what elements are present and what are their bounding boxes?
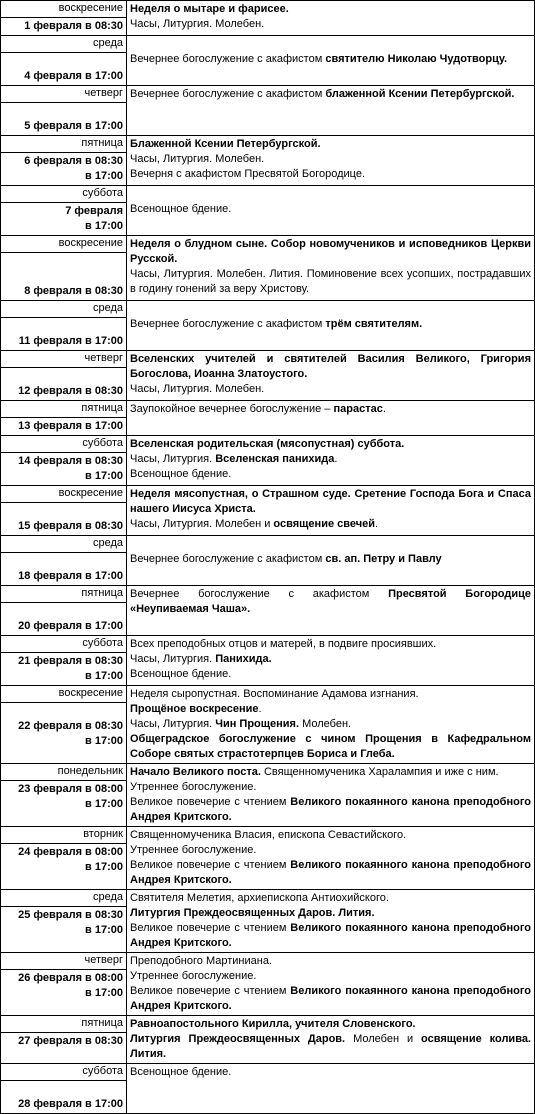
service-text-bold: Неделя мясопустная, о Страшном суде. Сретение Господа Бога и Спаса нашего Иисуса Христа. bbox=[130, 488, 531, 515]
service-line bbox=[130, 437, 531, 452]
service-text-bold: блаженной Ксении Петербургской. bbox=[325, 88, 515, 100]
date-cell bbox=[1, 186, 127, 236]
schedule-row bbox=[1, 764, 535, 827]
schedule-row bbox=[1, 486, 535, 536]
weekday-label: пятница bbox=[1, 1016, 126, 1033]
schedule-row bbox=[1, 351, 535, 401]
date-cell bbox=[1, 301, 127, 351]
spacer bbox=[4, 1082, 123, 1097]
service-text-bold: Неделя о мытаре и фарисее. bbox=[130, 3, 289, 15]
date-time-label: 28 февраля в 17:00 bbox=[18, 1098, 123, 1110]
service-text: Великое повечерие с чтением bbox=[130, 859, 291, 871]
weekday-label: суббота bbox=[1, 1064, 126, 1081]
service-text: Вечернее богослужение с акафистом bbox=[130, 88, 326, 100]
service-text: Вечернее богослужение с акафистом bbox=[130, 318, 326, 330]
service-line bbox=[130, 732, 531, 762]
service-line bbox=[130, 1017, 531, 1032]
date-time-label: в 17:00 bbox=[85, 220, 123, 232]
service-line bbox=[130, 891, 531, 906]
service-line bbox=[130, 702, 531, 717]
service-text: Часы, Литургия. Молебен. bbox=[130, 18, 265, 30]
service-text: Священномученика Харалампия и иже с ним. bbox=[260, 766, 499, 778]
weekday-label: воскресение bbox=[1, 686, 126, 703]
service-text: Великое повечерие с чтением bbox=[130, 796, 291, 808]
schedule-row bbox=[1, 301, 535, 351]
date-cell bbox=[1, 86, 127, 136]
date-time-label: 4 февраля в 17:00 bbox=[24, 70, 123, 82]
service-text: Вечернее богослужение с акафистом bbox=[130, 553, 326, 565]
weekday-label: среда bbox=[1, 890, 126, 907]
service-text: Священномученика Власия, епископа Севастийского. bbox=[130, 829, 407, 841]
schedule-row bbox=[1, 136, 535, 186]
spacer bbox=[4, 554, 123, 569]
service-text-bold: Блаженной Ксении Петербургской. bbox=[130, 138, 321, 150]
date-time-label: 27 февраля в 08:30 bbox=[18, 1035, 123, 1047]
service-cell bbox=[127, 351, 535, 401]
service-line bbox=[130, 52, 531, 67]
date-time-label: в 17:00 bbox=[85, 170, 123, 182]
date-cell bbox=[1, 953, 127, 1016]
date-time-label: 20 февраля в 17:00 bbox=[18, 620, 123, 632]
service-line bbox=[130, 87, 531, 102]
date-time-label: 24 февраля в 08:00 bbox=[18, 846, 123, 858]
schedule-row bbox=[1, 586, 535, 636]
service-line bbox=[130, 137, 531, 152]
service-cell bbox=[127, 486, 535, 536]
service-cell bbox=[127, 36, 535, 86]
service-line bbox=[130, 17, 531, 32]
service-text: Часы, Литургия. bbox=[130, 718, 216, 730]
date-cell bbox=[1, 401, 127, 436]
date-cell bbox=[1, 36, 127, 86]
spacer bbox=[130, 302, 531, 317]
service-text: Всенощное бдение. bbox=[130, 668, 232, 680]
schedule-row bbox=[1, 1064, 535, 1114]
schedule-row bbox=[1, 636, 535, 686]
spacer bbox=[4, 104, 123, 119]
date-time-label: 22 февраля в 08:30 bbox=[18, 720, 123, 732]
weekday-label: воскресение bbox=[1, 486, 126, 503]
service-line bbox=[130, 1032, 531, 1062]
service-line bbox=[130, 667, 531, 682]
service-text: Вечернее богослужение с акафистом bbox=[130, 53, 326, 65]
date-time-label: в 17:00 bbox=[85, 987, 123, 999]
date-cell bbox=[1, 536, 127, 586]
service-cell bbox=[127, 686, 535, 764]
date-cell bbox=[1, 764, 127, 827]
service-text: Великое повечерие с чтением bbox=[130, 985, 291, 997]
schedule-row bbox=[1, 401, 535, 436]
service-line bbox=[130, 687, 531, 702]
weekday-label: пятница bbox=[1, 401, 126, 418]
service-text-bold: Великого покаянного канона преподобного Андрея Критского. bbox=[130, 922, 531, 949]
spacer bbox=[4, 504, 123, 519]
date-time-label: 6 февраля в 08:30 bbox=[24, 155, 123, 167]
schedule-row bbox=[1, 890, 535, 953]
date-time-label: 14 февраля в 08:30 bbox=[18, 455, 123, 467]
service-line bbox=[130, 717, 531, 732]
service-text-bold: Равноапостольного Кирилла, учителя Словенского. bbox=[130, 1018, 416, 1030]
date-time-label: 12 февраля в 08:30 bbox=[18, 385, 123, 397]
service-text: Неделя сыропустная. Воспоминание Адамова изгнания. bbox=[130, 688, 419, 700]
date-time-label: в 17:00 bbox=[85, 470, 123, 482]
schedule-body bbox=[1, 1, 535, 1114]
service-cell bbox=[127, 86, 535, 136]
date-cell bbox=[1, 890, 127, 953]
service-text: . bbox=[374, 518, 379, 530]
service-line bbox=[130, 317, 531, 332]
service-text-bold: Пресвятой Богородице «Неупиваемая Чаша». bbox=[130, 588, 531, 615]
service-text: Утреннее богослужение. bbox=[130, 844, 257, 856]
date-time-label: 11 февраля в 17:00 bbox=[18, 335, 123, 347]
date-cell bbox=[1, 686, 127, 764]
service-text-bold: трём святителям. bbox=[325, 318, 423, 330]
service-text-bold: Общеградское богослужение с чином Прощения в Кафедральном Соборе святых страстотерпцев Бориса и Глеба. bbox=[130, 733, 531, 760]
service-line bbox=[130, 552, 531, 567]
date-time-label: в 17:00 bbox=[85, 924, 123, 936]
schedule-row bbox=[1, 86, 535, 136]
date-cell bbox=[1, 136, 127, 186]
weekday-label: пятница bbox=[1, 136, 126, 153]
service-line bbox=[130, 452, 531, 467]
service-line bbox=[130, 467, 531, 482]
service-text: Всех преподобных отцов и матерей, в подвиге просиявших. bbox=[130, 638, 437, 650]
weekday-label: суббота bbox=[1, 636, 126, 653]
schedule-row bbox=[1, 536, 535, 586]
service-line bbox=[130, 984, 531, 1014]
spacer bbox=[130, 37, 531, 52]
service-line bbox=[130, 167, 531, 182]
schedule-row bbox=[1, 953, 535, 1016]
service-text-bold: парастас bbox=[333, 403, 383, 415]
service-line bbox=[130, 858, 531, 888]
spacer bbox=[4, 319, 123, 334]
service-line bbox=[130, 487, 531, 517]
schedule-row bbox=[1, 827, 535, 890]
weekday-label: вторник bbox=[1, 827, 126, 844]
service-text-bold: святителю Николаю Чудотворцу. bbox=[325, 53, 508, 65]
date-cell bbox=[1, 827, 127, 890]
service-text-bold: Вселенских учителей и святителей Василия Великого, Григория Богослова, Иоанна Златоустого. bbox=[130, 353, 531, 380]
schedule-row bbox=[1, 36, 535, 86]
date-cell bbox=[1, 436, 127, 486]
service-text: Всенощное бдение. bbox=[130, 468, 232, 480]
service-text-bold: освящение колива. Лития. bbox=[130, 1033, 531, 1060]
service-cell bbox=[127, 136, 535, 186]
spacer bbox=[130, 187, 531, 202]
service-line bbox=[130, 795, 531, 825]
service-text-bold: св. ап. Петру и Павлу bbox=[325, 553, 442, 565]
service-text-bold: Неделя о блудном сыне. Собор новомучеников и исповедников Церкви Русской. bbox=[130, 238, 531, 265]
service-cell bbox=[127, 586, 535, 636]
spacer bbox=[4, 704, 123, 719]
date-time-label: 15 февраля в 08:30 bbox=[18, 520, 123, 532]
service-line bbox=[130, 765, 531, 780]
service-cell bbox=[127, 236, 535, 301]
service-text-bold: Великого покаянного канона преподобного Андрея Критского. bbox=[130, 859, 531, 886]
weekday-label: понедельник bbox=[1, 764, 126, 781]
service-cell bbox=[127, 827, 535, 890]
service-text: Утреннее богослужение. bbox=[130, 781, 257, 793]
date-cell bbox=[1, 1016, 127, 1064]
service-text-bold: Литургия Преждеосвященных Даров. Лития. bbox=[130, 907, 375, 919]
service-text: Преподобного Мартиниана. bbox=[130, 955, 272, 967]
service-line bbox=[130, 828, 531, 843]
date-time-label: 25 февраля в 08:30 bbox=[18, 909, 123, 921]
service-line bbox=[130, 382, 531, 397]
service-text-bold: Чин Прощения. bbox=[215, 718, 300, 730]
service-text: Великое повечерие с чтением bbox=[130, 922, 291, 934]
date-cell bbox=[1, 586, 127, 636]
service-text: Вечерня с акафистом Пресвятой Богородице. bbox=[130, 168, 366, 180]
date-time-label: 1 февраля в 08:30 bbox=[24, 20, 123, 32]
service-text-bold: Великого покаянного канона преподобного Андрея Критского. bbox=[130, 985, 531, 1012]
service-text-bold: Начало Великого поста. bbox=[130, 766, 261, 778]
weekday-label: воскресение bbox=[1, 236, 126, 253]
service-text: Молебен и bbox=[345, 1033, 422, 1045]
service-line bbox=[130, 921, 531, 951]
schedule-row bbox=[1, 436, 535, 486]
service-cell bbox=[127, 436, 535, 486]
spacer bbox=[4, 369, 123, 384]
date-time-label: 23 февраля в 08:00 bbox=[18, 783, 123, 795]
schedule-row bbox=[1, 186, 535, 236]
service-text-bold: Литургия Преждеосвященных Даров. bbox=[130, 1033, 346, 1045]
service-cell bbox=[127, 186, 535, 236]
date-time-label: 18 февраля в 17:00 bbox=[18, 570, 123, 582]
service-text: . bbox=[258, 703, 262, 715]
service-cell bbox=[127, 536, 535, 586]
date-cell bbox=[1, 1064, 127, 1114]
service-text: Молебен. bbox=[299, 718, 352, 730]
date-cell bbox=[1, 486, 127, 536]
service-text: . bbox=[334, 453, 338, 465]
service-text: Всенощное бдение. bbox=[130, 1066, 232, 1078]
weekday-label: среда bbox=[1, 301, 126, 318]
service-cell bbox=[127, 1016, 535, 1064]
weekday-label: четверг bbox=[1, 953, 126, 970]
service-line bbox=[130, 652, 531, 667]
service-cell bbox=[127, 301, 535, 351]
spacer bbox=[4, 54, 123, 69]
service-line bbox=[130, 906, 531, 921]
schedule-row bbox=[1, 686, 535, 764]
spacer bbox=[4, 254, 123, 269]
weekday-label: среда bbox=[1, 36, 126, 53]
service-line bbox=[130, 1065, 531, 1080]
date-time-label: 7 февраля bbox=[65, 205, 123, 217]
service-text: Часы, Литургия. Молебен. bbox=[130, 383, 265, 395]
schedule-row bbox=[1, 236, 535, 301]
service-text: Часы, Литургия. Молебен и bbox=[130, 518, 274, 530]
service-text: . bbox=[382, 403, 386, 415]
spacer bbox=[4, 604, 123, 619]
service-cell bbox=[127, 764, 535, 827]
date-time-label: 21 февраля в 08:30 bbox=[18, 655, 123, 667]
service-cell bbox=[127, 890, 535, 953]
service-cell bbox=[127, 1064, 535, 1114]
service-text-bold: Прощёное воскресение bbox=[130, 703, 259, 715]
date-cell bbox=[1, 236, 127, 301]
service-text: Часы, Литургия. Молебен. bbox=[130, 153, 265, 165]
service-cell bbox=[127, 636, 535, 686]
date-time-label: 13 февраля в 17:00 bbox=[18, 420, 123, 432]
spacer bbox=[130, 537, 531, 552]
service-line bbox=[130, 267, 531, 297]
date-time-label: 8 февраля в 08:30 bbox=[24, 285, 123, 297]
service-line bbox=[130, 780, 531, 795]
weekday-label: суббота bbox=[1, 436, 126, 453]
date-time-label: в 17:00 bbox=[85, 798, 123, 810]
service-line bbox=[130, 517, 531, 532]
service-text-bold: Панихида. bbox=[215, 653, 272, 665]
service-cell bbox=[127, 953, 535, 1016]
weekday-label: четверг bbox=[1, 351, 126, 368]
service-text: Часы, Литургия. Молебен. Лития. Поминовение всех усопших, пострадавших в годину гонений за веру Христову. bbox=[130, 268, 531, 295]
service-text: Утреннее богослужение. bbox=[130, 970, 257, 982]
service-text: Всенощное бдение. bbox=[130, 203, 232, 215]
date-cell bbox=[1, 1, 127, 36]
schedule-row bbox=[1, 1, 535, 36]
weekday-label: воскресение bbox=[1, 1, 126, 18]
service-text: Святителя Мелетия, архиепископа Антиохийского. bbox=[130, 892, 389, 904]
service-line bbox=[130, 352, 531, 382]
weekday-label: четверг bbox=[1, 86, 126, 103]
date-time-label: в 17:00 bbox=[85, 670, 123, 682]
date-time-label: 5 февраля в 17:00 bbox=[24, 120, 123, 132]
service-text: Часы, Литургия. bbox=[130, 653, 216, 665]
service-line bbox=[130, 954, 531, 969]
service-line bbox=[130, 843, 531, 858]
service-text: Вечернее богослужение с акафистом bbox=[130, 588, 389, 600]
service-text: Часы, Литургия. bbox=[130, 453, 216, 465]
service-line bbox=[130, 202, 531, 217]
weekday-label: пятница bbox=[1, 586, 126, 603]
weekday-label: суббота bbox=[1, 186, 126, 203]
spacer bbox=[4, 269, 123, 284]
service-cell bbox=[127, 401, 535, 436]
date-time-label: в 17:00 bbox=[85, 735, 123, 747]
service-line bbox=[130, 237, 531, 267]
weekday-label: среда bbox=[1, 536, 126, 553]
service-text-bold: Вселенская родительская (мясопустная) суббота. bbox=[130, 438, 405, 450]
service-line bbox=[130, 637, 531, 652]
service-text-bold: Вселенская панихида bbox=[215, 453, 335, 465]
service-line bbox=[130, 587, 531, 617]
date-cell bbox=[1, 636, 127, 686]
service-text: Заупокойное вечернее богослужение – bbox=[130, 403, 334, 415]
service-cell bbox=[127, 1, 535, 36]
service-line bbox=[130, 2, 531, 17]
service-text-bold: Великого покаянного канона преподобного Андрея Критского. bbox=[130, 796, 531, 823]
service-line bbox=[130, 402, 531, 417]
service-text-bold: освящение свечей bbox=[273, 518, 375, 530]
service-line bbox=[130, 969, 531, 984]
schedule-row bbox=[1, 1016, 535, 1064]
date-cell bbox=[1, 351, 127, 401]
service-line bbox=[130, 152, 531, 167]
date-time-label: в 17:00 bbox=[85, 861, 123, 873]
date-time-label: 26 февраля в 08:00 bbox=[18, 972, 123, 984]
